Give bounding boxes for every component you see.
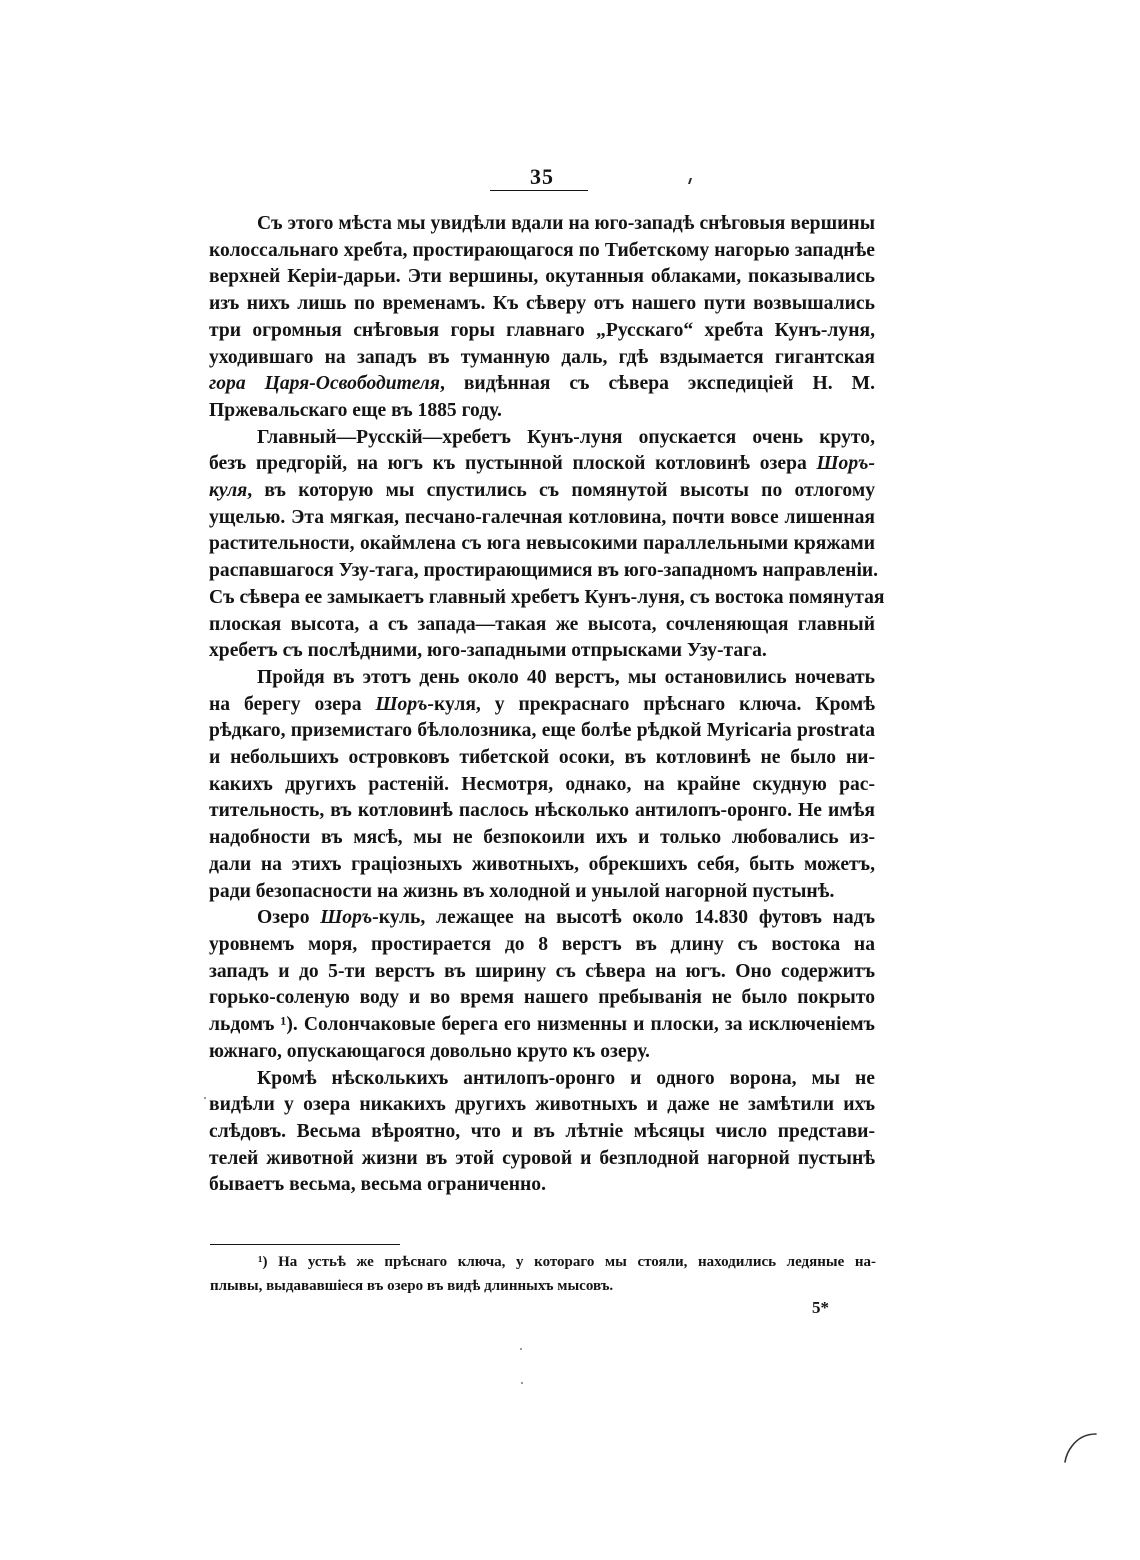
text-line: изъ нихъ лишь по временамъ. Къ сѣверу отъ нашего пути возвышались [209,293,875,315]
text-line: дали на этихъ грацiозныхъ животныхъ, обрекшихъ себя, быть можетъ, [209,853,875,875]
paragraph-4 [209,905,875,1065]
footnote [210,1250,876,1298]
text-line: слѣдовъ. Весьма вѣроятно, что и въ лѣтнiе мѣсяцы число представи- [209,1120,875,1142]
text-line: ради безопасности на жизнь въ холодной и унылой нагорной пустынѣ. [209,880,835,902]
text-line: южнаго, опускающагося довольно круто къ озеру. [209,1040,650,1062]
italic-phrase: Шоръ- [816,453,875,475]
text-line: три огромныя снѣговыя горы главнаго „Русскаго“ хребта Кунъ-луня, [209,319,875,341]
scan-speck [521,1382,523,1384]
paragraph-5 [209,1066,875,1200]
text-line: ущелью. Эта мягкая, песчано-галечная котловина, почти вовсе лишенная [209,506,875,528]
text-line: бываетъ весьма, весьма ограниченно. [209,1174,546,1196]
text-line: надобности въ мясѣ, мы не безпокоили ихъ и только любовались из- [209,827,875,849]
text-line: верхней Керiи-дарьи. Эти вершины, окутанныя облаками, показывались [209,266,875,288]
text-line: телей животной жизни въ этой суровой и безплодной нагорной пустынѣ [209,1147,875,1169]
text-line: Кромѣ нѣсколькихъ антилопъ-оронго и одного ворона, мы не [257,1067,875,1089]
text-line: Съ этого мѣста мы увидѣли вдали на юго-западѣ снѣговыя вершины [257,213,875,234]
text-line: Озеро Шоръ-куль, лежащее на высотѣ около 14.830 футовъ надъ [257,907,876,929]
text-line: видѣли у озера никакихъ другихъ животныхъ и даже не замѣтили ихъ [209,1094,875,1116]
scan-speck [204,1097,206,1099]
footnote-line: плывы, выдававшiеся въ озеро въ видѣ длинныхъ мысовъ. [210,1278,614,1294]
text-line: куля, въ которую мы спустились съ помянутой высоты по отлогому [209,480,875,502]
italic-phrase: гора Царя-Освободителя [209,373,440,395]
text-line: горько-соленую воду и во время нашего пребыванiя не было покрыто [209,987,875,1009]
text-line: Главный—Русскiй—хребетъ Кунъ-луня опускается очень круто, [257,426,875,448]
text-line: льдомъ ¹). Солончаковые берега его низменны и плоски, за исключенiемъ [209,1014,875,1036]
text-line: распавшагося Узу-тага, простирающимися въ юго-западномъ направленiи. [209,560,879,582]
text-line: растительности, окаймлена съ юга невысокими параллельными кряжами [209,533,875,555]
text-line: тительность, въ котловинѣ паслось нѣсколько антилопъ-оронго. Не имѣя [209,800,875,822]
body-text [209,211,885,1199]
text-line: какихъ другихъ растенiй. Несмотря, однако, на крайне скудную рас- [209,773,875,795]
page-number: 35 [530,164,554,189]
footnote-rule [210,1244,400,1245]
text-line: хребетъ съ послѣдними, юго-западными отпрысками Узу-тага. [209,640,767,662]
text-line: на берегу озера Шоръ-куля, у прекраснаго прѣснаго ключа. Кромѣ [209,693,875,715]
text-line: безъ предгорiй, на югъ къ пустынной плоской котловинѣ озера Шоръ- [209,453,875,475]
footnote-line: ¹) На устьѣ же прѣснаго ключа, у котораго мы стояли, находились ледяные на- [258,1254,876,1270]
page-number-rule [490,190,588,191]
scan-speck [520,1348,522,1350]
text-line: Пройдя въ этотъ день около 40 верстъ, мы остановились ночевать [257,666,875,688]
italic-phrase: Шоръ- [375,693,435,715]
text-line: рѣдкаго, приземистаго бѣлолозника, еще болѣе рѣдкой Myricaria prostrata [209,720,875,742]
italic-phrase: куля [209,480,248,502]
text-line: уходившаго на западъ въ туманную даль, гдѣ вздымается гигантская [209,346,875,368]
text-line: Пржевальскаго еще въ 1885 году. [209,399,502,421]
text-line: и небольшихъ островковъ тибетской осоки, въ котловинѣ не было ни- [209,747,875,769]
text-line: колоссальнаго хребта, простирающагося по Тибетскому нагорью западнѣе [209,239,875,261]
paragraph-1 [209,211,875,425]
italic-phrase: Шоръ- [320,907,379,929]
text-line: Съ сѣвера ее замыкаетъ главный хребетъ Кунъ-луня, съ востока помянутая [209,586,885,608]
stray-print-mark [688,178,692,184]
paragraph-2 [209,425,885,665]
printer-signature-mark: 5* [812,1298,829,1317]
text-line: гора Царя-Освободителя, видѣнная съ сѣвера экспедицiей Н. М. [209,373,876,395]
pen-stroke-mark [1060,1428,1100,1468]
paragraph-3 [209,665,875,905]
text-line: плоская высота, а съ запада—такая же высота, сочленяющая главный [209,613,875,635]
text-line: уровнемъ моря, простирается до 8 верстъ въ длину съ востока на [209,933,875,955]
text-line: западъ и до 5-ти верстъ въ ширину съ сѣвера на югъ. Оно содержитъ [209,960,875,982]
